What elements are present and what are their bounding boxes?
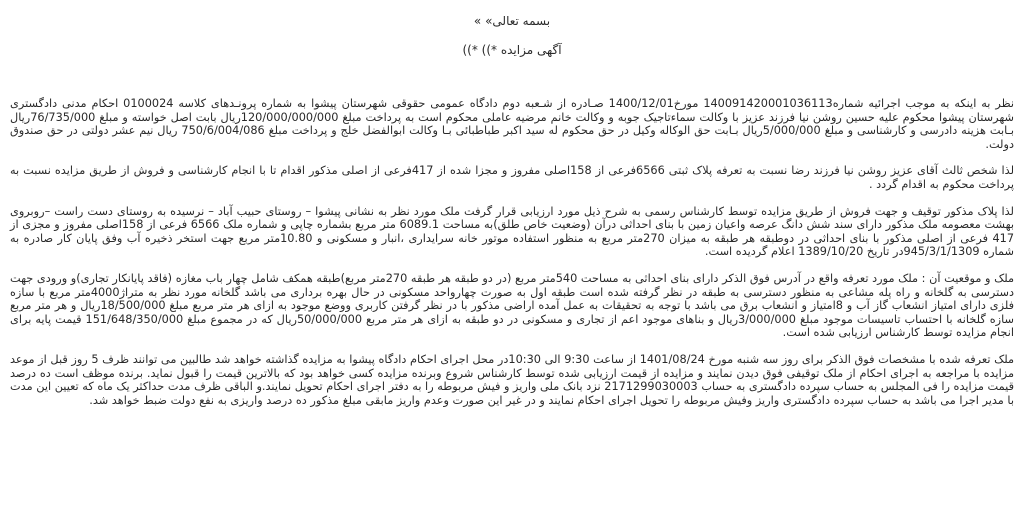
paragraph-third-party: لذا شخص ثالث آقای عزیز روشن نیا فرزند رضا نسبت به تعرفه پلاک ثبتی 6566فرعی از 158اصلی مفروز و مجزا شده از 417فرعی از اصلی مذکور اقدام تا با انجام کارشناسی و فروش از طریق مزایده نسبت به پرداخت محکوم به اقدام گردد . bbox=[10, 164, 1015, 191]
paragraph-auction-terms: ملک تعرفه شده با مشخصات فوق الذکر برای روز سه شنبه مورخ 1401/08/24 از ساعت 9:30 الی 10:30در محل اجرای احکام دادگاه پیشوا به مزایده گذاشته خواهد شد طالبین می توانند ظرف 5 روز قبل از موعد مزایده با مراجعه به اجرای احکام از ملک توقیفی فوق دیدن نمایند و مزایده از قیمت ارزیابی شده توسط کارشناس شروع وبرنده مزایده کسی خواهد بود که بالاترین قیمت را قبول نماید. برنده موظف است ده درصد قیمت مزایده را فی المجلس به حساب سپرده دادگستری به حساب 2171299030003 نزد بانک ملی واریز و فیش مربوطه را به دفتر اجرای احکام تحویل نمایند.و الباقی ظرف مدت حداکثر یک ماه که تعیین این مدت با مدیر اجرا می باشد به حساب سپرده دادگستری واریز وفیش مربوطه را تحویل اجرای احکام نمایند و در غیر این صورت وعدم واریز مابقی مبلغ مذکور ده درصد واریزی به نفع دولت ضبط خواهد شد. bbox=[10, 352, 1014, 407]
notice-title: آگهی مزایده *)) *)) bbox=[462, 43, 562, 57]
notice-body bbox=[10, 97, 1014, 420]
bismillah-heading: بسمه تعالی» » bbox=[473, 14, 551, 28]
paragraph-execution-order: نظر به اینکه به موجب اجرائیه شماره140091420001036113 مورخ1400/12/01 صـادره از شـعبه دوم دادگاه عمومی حقوقی شهرستان پیشوا به شماره پرونـدهای کلاسه 0100024 احکام مدنی دادگستری شهرستان پیشوا محکوم علیه حسین روشن نیا فرزند عزیز با وکالت سماءتاجیک جوبه و وکالت خانم مرضیه عاملی محکوم است به پرداخت مبلغ 120/000/000/000ریال بابت اصل خواسته و مبلغ 76/735/000ریال بـابت هزینه دادرسی و کارشناسی و مبلغ 5/000/000ریال بـابت حق الوکاله وکیل در حق محکوم له سید اکبر طباطبائی بـا وکالت ابوالفضل خلج و پرداخت مبلغ 750/6/004/086 ریال نیم عشر دولتی در حق صندوق دولت. bbox=[10, 97, 1014, 151]
paragraph-property-description: لذا پلاک مذکور توقیف و جهت فروش از طریق مزایده توسط کارشناس رسمی به شرح ذیل مورد ارزیابی قرار گرفت ملک مورد نظر به نشانی پیشوا – روستای حبیب آباد – نرسیده به روستای دست راست –روبروی بهشت معصومه ملک مذکور دارای سند شش دانگ عرصه واعیان زمین با بنای احداثی درآن (وضعیت خاص طلق)به مساحت 6089.1 متر مربع بشماره چاپی و شماره ملک 6566 فرعی از 158اصلی مفروز و مجزی از 417 فرعی از اصلی مذکور با بنای احداثی در دوطبقه هر طبقه به میزان 270متر مربع به منظور استفاده موتور خانه سرایداری ،انبار و مسکونی و 10.80متر مربع جهت استخر ذخیره آب وفق پایان کار صادره به شماره 945/3/1/1309در تاریخ 1389/10/20 اعلام گردیده است. bbox=[10, 204, 1015, 259]
paragraph-property-location: ملک و موقعیت آن : ملک مورد تعرفه واقع در آدرس فوق الذکر دارای بنای احداثی به مساحت 540متر مربع (در دو طبقه هر طبقه 270متر مربع)طبقه همکف شامل چهار باب مغازه (فاقد پایانکار تجاری)و ورودی جهت دسترسی به گلخانه و راه پله مشاعی به منظور دسترسی به طبقه در نظر گرفته شده است طبقه اول به صورت چهارواحد مسکونی در حال بهره برداری می باشد گلخانه مورد نظر به متراژ4000متر مربع با سازه فلزی دارای امتیاز انشعاب گاز آب و 8امتیاز و انشعاب برق می باشد با توجه به تحقیقات به عمل آمده اراضی مذکور با در نظر گرفتن کاربری ووضع موجود به ازای هر متر مربع مبلغ 18/500/000ریال و هر متر مربع سازه گلخانه با احتساب تاسیسات موجود مبلغ 3/000/000ریال و بناهای موجود اعم از تجاری و مسکونی در دو طبقه به ازای هر متر مربع 50/000/000ریال که در مجموع مبلغ 151/648/350/000 قیمت پایه برای انجام مزایده توسط کارشناس ارزیابی شده است. bbox=[10, 271, 1015, 340]
